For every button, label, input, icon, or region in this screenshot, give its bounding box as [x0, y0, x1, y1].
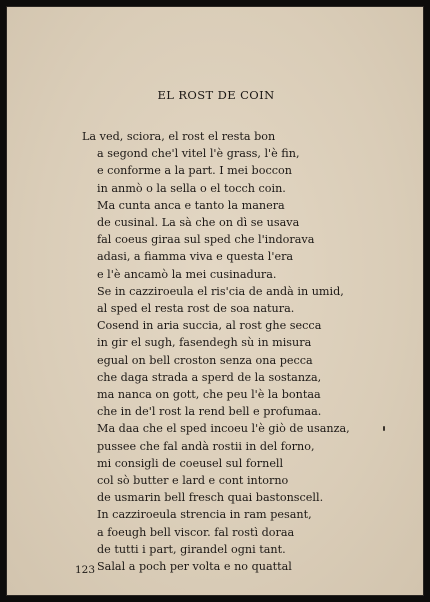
poem-body	[7, 7, 425, 597]
poem-line: La ved, sciora, el rost el resta bon	[82, 130, 276, 143]
poem-line: a segond che'l vitel l'è grass, l'è fin,	[97, 147, 300, 161]
poem-line: col sò butter e lard e cont intorno	[97, 474, 289, 487]
poem-line: de usmarin bell fresch quai bastonscell.	[97, 491, 324, 505]
poem-line: e l'è ancamò la mei cusinadura.	[97, 267, 277, 281]
poem-line: egual on bell croston senza ona pecca	[97, 353, 313, 367]
poem-line: In cazziroeula strencia in ram pesant,	[97, 508, 312, 522]
poem-line: a foeugh bell viscor. fal rostì doraa	[97, 525, 295, 539]
poem-line: mi consigli de coeusel sul fornell	[97, 456, 284, 470]
poem-line: ma nanca on gott, che peu l'è la bontaa	[97, 388, 321, 401]
poem-line: Cosend in aria succia, al rost ghe secca	[97, 319, 322, 333]
poem-line: adasi, a fiamma viva e questa l'era	[97, 250, 294, 264]
page-number: 123	[75, 564, 96, 576]
poem-line: Ma cunta anca e tanto la manera	[97, 198, 285, 212]
ink-speck	[383, 426, 385, 431]
poem-line: che in de'l rost la rend bell e profumaa.	[97, 405, 322, 419]
poem-line: Se in cazziroeula el ris'cia de andà in umid,	[97, 284, 344, 298]
poem-line: al sped el resta rost de soa natura.	[97, 302, 295, 315]
poem-line: e conforme a la part. I mei boccon	[97, 164, 292, 178]
poem-line: Ma daa che el sped incoeu l'è giò de usanza,	[97, 422, 350, 436]
poem-line: in gir el sugh, fasendegh sù in misura	[97, 336, 312, 350]
poem-line: fal coeus giraa sul sped che l'indorava	[97, 233, 315, 247]
poem-line: che daga strada a sperd de la sostanza,	[97, 370, 322, 384]
book-page	[6, 6, 424, 596]
poem-line: pussee che fal andà rostii in del forno,	[97, 439, 315, 453]
poem-line: Salal a poch per volta e no quattal	[97, 560, 292, 573]
poem-line: de cusinal. La sà che on dì se usava	[97, 216, 300, 229]
poem-title: EL ROST DE COIN	[157, 88, 275, 102]
poem-line: de tutti i part, girandel ogni tant.	[97, 542, 286, 556]
poem-line: in anmò o la sella o el tocch coin.	[97, 181, 286, 195]
